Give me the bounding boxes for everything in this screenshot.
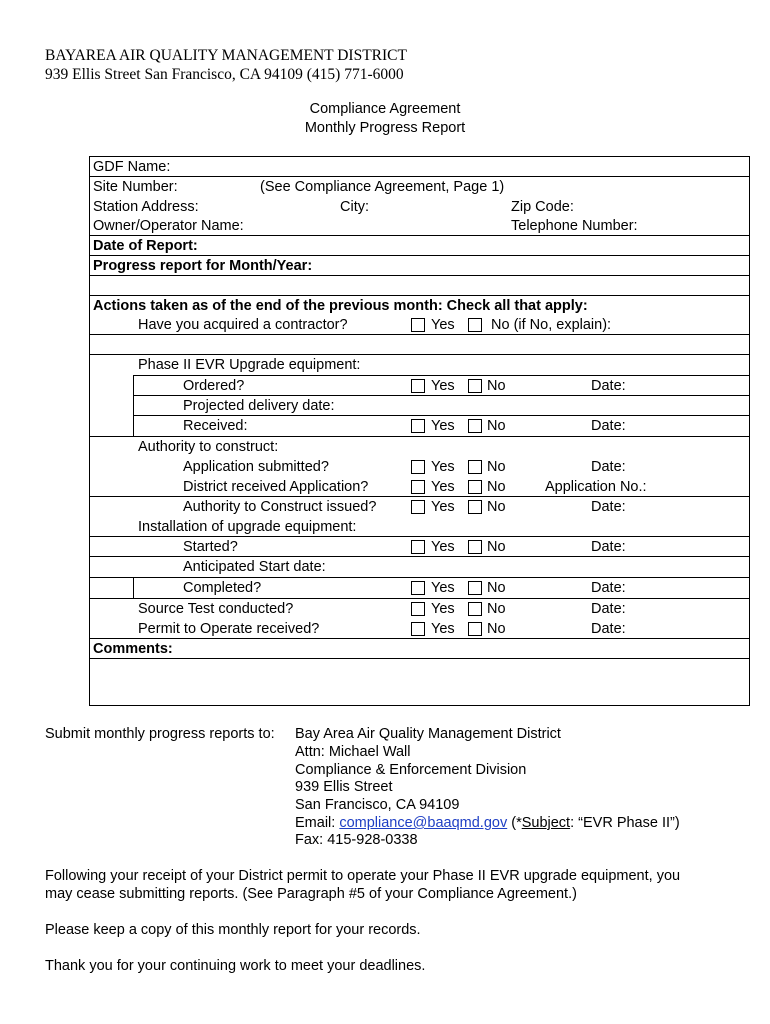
submit-street: 939 Ellis Street (295, 779, 393, 795)
application-no-label: Application No.: (545, 479, 647, 495)
application-submitted-no-label: No (487, 459, 506, 475)
ordered-date-label: Date: (591, 378, 626, 394)
site-number-note: (See Compliance Agreement, Page 1) (260, 179, 505, 195)
date-of-report-label: Date of Report: (93, 238, 198, 254)
subject-open: (* (511, 815, 522, 831)
permit-received-yes-label: Yes (431, 621, 455, 637)
phase2-heading: Phase II EVR Upgrade equipment: (138, 357, 361, 373)
submit-attn: Attn: Michael Wall (295, 744, 411, 760)
received-row (90, 416, 749, 436)
comments-area[interactable] (90, 659, 749, 705)
started-label: Started? (183, 539, 238, 555)
projected-delivery-row (90, 396, 749, 416)
application-submitted-yes-checkbox[interactable] (411, 460, 425, 474)
email-label: Email: (295, 815, 336, 831)
source-test-yes-label: Yes (431, 601, 455, 617)
thank-you-note: Thank you for your continuing work to meet your deadlines. (45, 958, 426, 974)
received-date-label: Date: (591, 418, 626, 434)
completed-no-checkbox[interactable] (468, 581, 482, 595)
application-submitted-no-checkbox[interactable] (468, 460, 482, 474)
started-no-checkbox[interactable] (468, 540, 482, 554)
authority-heading: Authority to construct: (138, 439, 279, 455)
progress-month-label: Progress report for Month/Year: (93, 258, 313, 274)
gdf-name-label: GDF Name: (93, 159, 171, 175)
records-note: Please keep a copy of this monthly report for your records. (45, 922, 421, 938)
ordered-no-checkbox[interactable] (468, 379, 482, 393)
station-address-row (90, 197, 749, 217)
site-number-label: Site Number: (93, 179, 178, 195)
submit-fax: Fax: 415-928-0338 (295, 832, 418, 848)
completed-yes-checkbox[interactable] (411, 581, 425, 595)
form-title-line2: Monthly Progress Report (304, 120, 466, 136)
subject-rest: : “EVR Phase II”) (570, 815, 680, 831)
form-title-line1: Compliance Agreement (309, 101, 461, 117)
source-test-no-label: No (487, 601, 506, 617)
completed-yes-label: Yes (431, 580, 455, 596)
completed-no-label: No (487, 580, 506, 596)
submit-city: San Francisco, CA 94109 (295, 797, 460, 813)
permit-received-no-checkbox[interactable] (468, 622, 482, 636)
gdf-name-row (90, 157, 749, 177)
telephone-label: Telephone Number: (511, 218, 638, 234)
source-test-yes-checkbox[interactable] (411, 602, 425, 616)
completed-date-label: Date: (591, 580, 626, 596)
actions-heading: Actions taken as of the end of the previous month: Check all that apply: (93, 298, 588, 314)
application-submitted-row (90, 457, 749, 477)
completed-label: Completed? (183, 580, 262, 596)
started-no-label: No (487, 539, 506, 555)
ordered-yes-label: Yes (431, 378, 455, 394)
authority-issued-yes-checkbox[interactable] (411, 500, 425, 514)
permit-received-label: Permit to Operate received? (138, 621, 320, 637)
source-test-label: Source Test conducted? (138, 601, 294, 617)
date-of-report-row (90, 236, 749, 256)
comments-label: Comments: (93, 641, 173, 657)
ordered-yes-checkbox[interactable] (411, 379, 425, 393)
submit-label: Submit monthly progress reports to: (45, 726, 275, 742)
ordered-label: Ordered? (183, 378, 245, 394)
site-number-row (90, 177, 749, 197)
ordered-row (90, 376, 749, 396)
application-submitted-label: Application submitted? (183, 459, 329, 475)
anticipated-start-label: Anticipated Start date: (183, 559, 326, 575)
permit-received-date-label: Date: (591, 621, 626, 637)
org-name: BAYAREA AIR QUALITY MANAGEMENT DISTRICT (45, 47, 407, 64)
actions-heading-row (90, 296, 749, 316)
progress-month-row (90, 256, 749, 276)
installation-heading-row (90, 517, 749, 537)
source-test-date-label: Date: (591, 601, 626, 617)
city-label: City: (340, 199, 369, 215)
contractor-no-label: No (if No, explain): (491, 317, 612, 333)
source-test-no-checkbox[interactable] (468, 602, 482, 616)
permit-received-yes-checkbox[interactable] (411, 622, 425, 636)
district-received-yes-label: Yes (431, 479, 455, 495)
completed-row (90, 578, 749, 598)
district-received-label: District received Application? (183, 479, 369, 495)
authority-issued-date-label: Date: (591, 499, 626, 515)
source-test-row (90, 599, 749, 619)
subject-word: Subject (521, 815, 571, 831)
permit-received-row (90, 619, 749, 639)
station-address-label: Station Address: (93, 199, 199, 215)
contractor-yes-checkbox[interactable] (411, 318, 425, 332)
district-received-row (90, 477, 749, 497)
ordered-no-label: No (487, 378, 506, 394)
anticipated-start-row (90, 557, 749, 577)
received-yes-checkbox[interactable] (411, 419, 425, 433)
contractor-no-checkbox[interactable] (468, 318, 482, 332)
submit-division: Compliance & Enforcement Division (295, 762, 527, 778)
contractor-row (90, 315, 749, 335)
authority-issued-yes-label: Yes (431, 499, 455, 515)
phase2-heading-row (90, 355, 749, 375)
received-yes-label: Yes (431, 418, 455, 434)
instructions-line2: may cease submitting reports. (See Paragraph #5 of your Compliance Agreement.) (45, 886, 577, 902)
application-submitted-date-label: Date: (591, 459, 626, 475)
submit-email-line (295, 815, 680, 831)
district-received-no-checkbox[interactable] (468, 480, 482, 494)
received-no-label: No (487, 418, 506, 434)
application-submitted-yes-label: Yes (431, 459, 455, 475)
contractor-yes-label: Yes (431, 317, 455, 333)
owner-row (90, 216, 749, 236)
submit-org: Bay Area Air Quality Management District (295, 726, 561, 742)
email-link[interactable]: compliance@baaqmd.gov (339, 815, 508, 831)
org-address: 939 Ellis Street San Francisco, CA 94109 (415) 771-6000 (45, 66, 404, 83)
started-row (90, 537, 749, 557)
started-yes-label: Yes (431, 539, 455, 555)
zip-code-label: Zip Code: (511, 199, 574, 215)
authority-heading-row (90, 437, 749, 457)
contractor-question: Have you acquired a contractor? (138, 317, 348, 333)
authority-issued-label: Authority to Construct issued? (183, 499, 377, 515)
projected-delivery-label: Projected delivery date: (183, 398, 335, 414)
received-no-checkbox[interactable] (468, 419, 482, 433)
district-received-yes-checkbox[interactable] (411, 480, 425, 494)
authority-issued-row (90, 497, 749, 517)
instructions-line1: Following your receipt of your District permit to operate your Phase II EVR upgrade equipment, you (45, 868, 681, 884)
received-label: Received: (183, 418, 248, 434)
owner-name-label: Owner/Operator Name: (93, 218, 244, 234)
comments-row (90, 639, 749, 659)
authority-issued-no-label: No (487, 499, 506, 515)
started-date-label: Date: (591, 539, 626, 555)
permit-received-no-label: No (487, 621, 506, 637)
started-yes-checkbox[interactable] (411, 540, 425, 554)
district-received-no-label: No (487, 479, 506, 495)
authority-issued-no-checkbox[interactable] (468, 500, 482, 514)
installation-heading: Installation of upgrade equipment: (138, 519, 357, 535)
